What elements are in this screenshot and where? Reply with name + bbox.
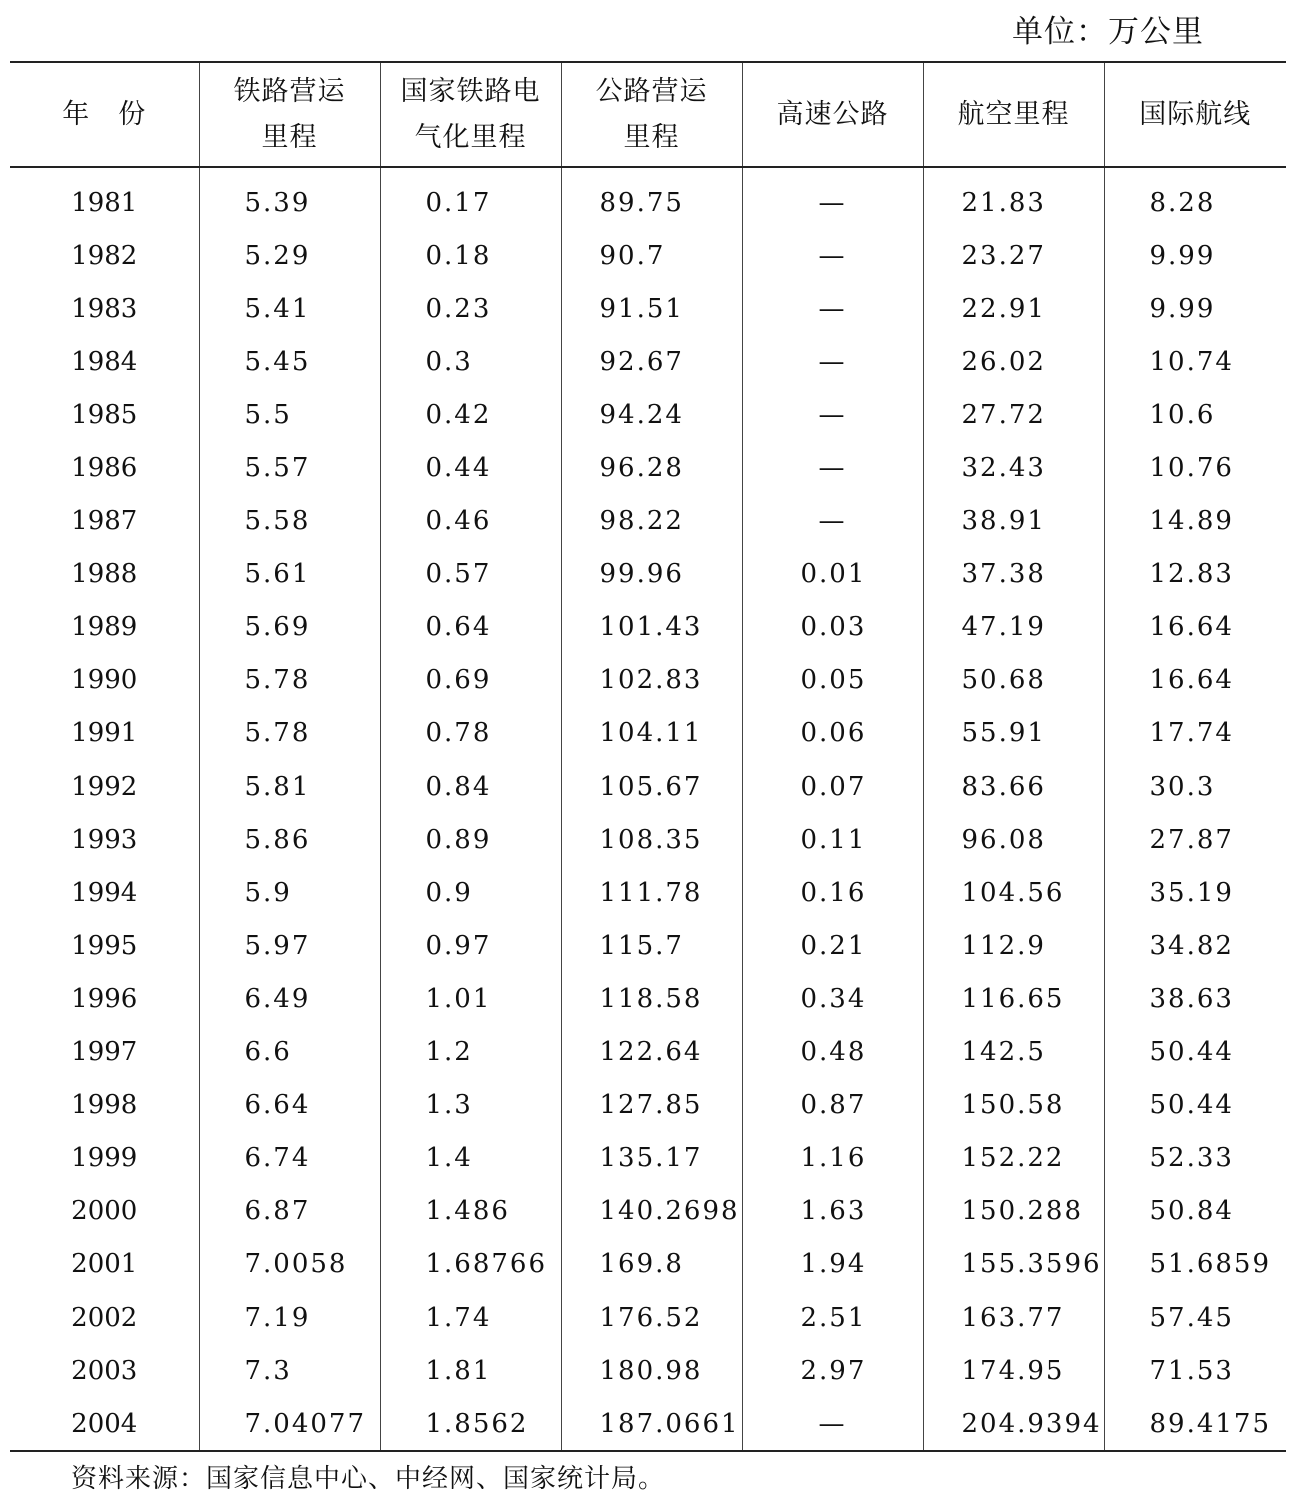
value-cell: 89.75 <box>561 167 742 229</box>
year-cell: 1982 <box>71 240 138 271</box>
value-cell: 5.9 <box>199 866 380 919</box>
column-header <box>742 62 923 167</box>
value-cell: 108.35 <box>561 813 742 866</box>
value-cell: 0.78 <box>380 707 561 760</box>
value-cell: 98.22 <box>561 495 742 548</box>
table-row <box>10 495 1286 548</box>
value-cell: 9.99 <box>1104 282 1286 335</box>
value-cell: — <box>742 388 923 441</box>
value-cell: 0.34 <box>742 972 923 1025</box>
value-cell: 0.84 <box>380 760 561 813</box>
value-cell: 0.16 <box>742 866 923 919</box>
value-cell: 92.67 <box>561 335 742 388</box>
value-cell: 1.81 <box>380 1344 561 1397</box>
value-cell: 35.19 <box>1104 866 1286 919</box>
column-header-line1: 航空里程 <box>957 98 1070 130</box>
value-cell: — <box>742 335 923 388</box>
value-cell: 22.91 <box>923 282 1104 335</box>
value-cell: 1.68766 <box>380 1238 561 1291</box>
value-cell: 111.78 <box>561 866 742 919</box>
column-header <box>380 62 561 167</box>
column-header <box>10 62 199 167</box>
column-header-line2: 气化里程 <box>414 121 527 153</box>
value-cell: 152.22 <box>923 1132 1104 1185</box>
value-cell: 6.6 <box>199 1026 380 1079</box>
value-cell: 115.7 <box>561 919 742 972</box>
year-cell: 2001 <box>71 1249 138 1280</box>
value-cell: — <box>742 495 923 548</box>
value-cell: 0.3 <box>380 335 561 388</box>
value-cell: 6.87 <box>199 1185 380 1238</box>
value-cell: 12.83 <box>1104 548 1286 601</box>
table-row <box>10 282 1286 335</box>
value-cell: 0.9 <box>380 866 561 919</box>
year-cell: 2002 <box>71 1302 138 1333</box>
table-body <box>10 167 1286 1451</box>
table-row <box>10 1026 1286 1079</box>
value-cell: 38.91 <box>923 495 1104 548</box>
column-header <box>199 62 380 167</box>
value-cell: 6.49 <box>199 972 380 1025</box>
value-cell: 155.3596 <box>923 1238 1104 1291</box>
value-cell: 150.288 <box>923 1185 1104 1238</box>
value-cell: 0.21 <box>742 919 923 972</box>
table-row <box>10 548 1286 601</box>
value-cell: 180.98 <box>561 1344 742 1397</box>
table-row <box>10 441 1286 494</box>
value-cell: 96.28 <box>561 441 742 494</box>
value-cell: 27.72 <box>923 388 1104 441</box>
value-cell: 169.8 <box>561 1238 742 1291</box>
value-cell: 5.45 <box>199 335 380 388</box>
value-cell: 99.96 <box>561 548 742 601</box>
value-cell: 38.63 <box>1104 972 1286 1025</box>
value-cell: 50.44 <box>1104 1026 1286 1079</box>
year-cell: 1995 <box>71 930 138 961</box>
value-cell: 32.43 <box>923 441 1104 494</box>
value-cell: 0.87 <box>742 1079 923 1132</box>
table-header-row <box>10 62 1286 167</box>
value-cell: 21.83 <box>923 167 1104 229</box>
column-header-line1: 铁路营运 <box>233 75 346 107</box>
table-row <box>10 1132 1286 1185</box>
column-header-line1: 国家铁路电 <box>400 75 541 107</box>
value-cell: 112.9 <box>923 919 1104 972</box>
value-cell: 47.19 <box>923 601 1104 654</box>
value-cell: 0.97 <box>380 919 561 972</box>
value-cell: 2.97 <box>742 1344 923 1397</box>
value-cell: 5.78 <box>199 654 380 707</box>
value-cell: 96.08 <box>923 813 1104 866</box>
value-cell: 5.86 <box>199 813 380 866</box>
value-cell: 7.3 <box>199 1344 380 1397</box>
value-cell: 0.57 <box>380 548 561 601</box>
value-cell: 5.78 <box>199 707 380 760</box>
value-cell: 104.11 <box>561 707 742 760</box>
value-cell: 7.19 <box>199 1291 380 1344</box>
value-cell: 26.02 <box>923 335 1104 388</box>
value-cell: — <box>742 282 923 335</box>
value-cell: — <box>742 167 923 229</box>
value-cell: 8.28 <box>1104 167 1286 229</box>
value-cell: 50.44 <box>1104 1079 1286 1132</box>
value-cell: 1.2 <box>380 1026 561 1079</box>
value-cell: 16.64 <box>1104 601 1286 654</box>
value-cell: 30.3 <box>1104 760 1286 813</box>
table-row <box>10 654 1286 707</box>
value-cell: 140.2698 <box>561 1185 742 1238</box>
value-cell: 163.77 <box>923 1291 1104 1344</box>
value-cell: 142.5 <box>923 1026 1104 1079</box>
value-cell: 0.42 <box>380 388 561 441</box>
value-cell: 102.83 <box>561 654 742 707</box>
table-row <box>10 1238 1286 1291</box>
value-cell: 6.74 <box>199 1132 380 1185</box>
year-cell: 1989 <box>71 612 138 643</box>
value-cell: 5.39 <box>199 167 380 229</box>
value-cell: 50.84 <box>1104 1185 1286 1238</box>
value-cell: 135.17 <box>561 1132 742 1185</box>
value-cell: 150.58 <box>923 1079 1104 1132</box>
value-cell: 7.0058 <box>199 1238 380 1291</box>
value-cell: 0.69 <box>380 654 561 707</box>
value-cell: 10.76 <box>1104 441 1286 494</box>
value-cell: 1.16 <box>742 1132 923 1185</box>
value-cell: — <box>742 1397 923 1451</box>
value-cell: 5.61 <box>199 548 380 601</box>
column-header <box>923 62 1104 167</box>
unit-label: 单位：万公里 <box>1012 14 1204 50</box>
value-cell: 52.33 <box>1104 1132 1286 1185</box>
table-row <box>10 388 1286 441</box>
value-cell: 17.74 <box>1104 707 1286 760</box>
value-cell: 127.85 <box>561 1079 742 1132</box>
value-cell: 104.56 <box>923 866 1104 919</box>
year-cell: 2004 <box>71 1408 138 1439</box>
value-cell: 5.5 <box>199 388 380 441</box>
value-cell: 83.66 <box>923 760 1104 813</box>
year-cell: 2000 <box>71 1196 138 1227</box>
value-cell: 1.74 <box>380 1291 561 1344</box>
table-row <box>10 972 1286 1025</box>
year-cell: 1999 <box>71 1143 138 1174</box>
value-cell: 5.81 <box>199 760 380 813</box>
year-cell: 1986 <box>71 453 138 484</box>
value-cell: 14.89 <box>1104 495 1286 548</box>
value-cell: 10.6 <box>1104 388 1286 441</box>
table-row <box>10 1079 1286 1132</box>
year-cell: 1997 <box>71 1037 138 1068</box>
value-cell: 204.9394 <box>923 1397 1104 1451</box>
value-cell: 122.64 <box>561 1026 742 1079</box>
value-cell: 1.3 <box>380 1079 561 1132</box>
value-cell: 1.4 <box>380 1132 561 1185</box>
table-row <box>10 707 1286 760</box>
value-cell: 57.45 <box>1104 1291 1286 1344</box>
year-cell: 1992 <box>71 771 138 802</box>
value-cell: 1.01 <box>380 972 561 1025</box>
value-cell: 10.74 <box>1104 335 1286 388</box>
value-cell: 0.17 <box>380 167 561 229</box>
value-cell: 118.58 <box>561 972 742 1025</box>
value-cell: — <box>742 229 923 282</box>
value-cell: 71.53 <box>1104 1344 1286 1397</box>
column-header-line1: 高速公路 <box>776 98 889 130</box>
value-cell: 1.486 <box>380 1185 561 1238</box>
table-row <box>10 1291 1286 1344</box>
value-cell: 0.44 <box>380 441 561 494</box>
value-cell: 55.91 <box>923 707 1104 760</box>
value-cell: 0.11 <box>742 813 923 866</box>
value-cell: 34.82 <box>1104 919 1286 972</box>
value-cell: 5.69 <box>199 601 380 654</box>
table-row <box>10 1185 1286 1238</box>
value-cell: 2.51 <box>742 1291 923 1344</box>
table-row <box>10 601 1286 654</box>
year-cell: 1994 <box>71 877 138 908</box>
value-cell: 0.03 <box>742 601 923 654</box>
value-cell: 0.46 <box>380 495 561 548</box>
year-cell: 2003 <box>71 1355 138 1386</box>
value-cell: 0.89 <box>380 813 561 866</box>
table-row <box>10 167 1286 229</box>
value-cell: 176.52 <box>561 1291 742 1344</box>
table-row <box>10 760 1286 813</box>
value-cell: 90.7 <box>561 229 742 282</box>
year-cell: 1996 <box>71 983 138 1014</box>
value-cell: 51.6859 <box>1104 1238 1286 1291</box>
year-cell: 1985 <box>71 399 138 430</box>
table-row <box>10 335 1286 388</box>
value-cell: 6.64 <box>199 1079 380 1132</box>
value-cell: 0.01 <box>742 548 923 601</box>
source-note: 资料来源：国家信息中心、中经网、国家统计局。 <box>71 1464 666 1494</box>
value-cell: 174.95 <box>923 1344 1104 1397</box>
year-cell: 1984 <box>71 346 138 377</box>
value-cell: — <box>742 441 923 494</box>
value-cell: 9.99 <box>1104 229 1286 282</box>
value-cell: 5.58 <box>199 495 380 548</box>
value-cell: 89.4175 <box>1104 1397 1286 1451</box>
year-cell: 1987 <box>71 506 138 537</box>
value-cell: 0.18 <box>380 229 561 282</box>
value-cell: 37.38 <box>923 548 1104 601</box>
value-cell: 0.64 <box>380 601 561 654</box>
column-header <box>561 62 742 167</box>
value-cell: 1.8562 <box>380 1397 561 1451</box>
column-header-line2: 里程 <box>623 121 680 153</box>
table-row <box>10 813 1286 866</box>
year-cell: 1991 <box>71 718 138 749</box>
value-cell: 0.48 <box>742 1026 923 1079</box>
year-cell: 1983 <box>71 293 138 324</box>
table-row <box>10 919 1286 972</box>
value-cell: 0.06 <box>742 707 923 760</box>
column-header-line2: 里程 <box>261 121 318 153</box>
table-row <box>10 229 1286 282</box>
value-cell: 94.24 <box>561 388 742 441</box>
value-cell: 16.64 <box>1104 654 1286 707</box>
value-cell: 7.04077 <box>199 1397 380 1451</box>
year-cell: 1981 <box>71 187 138 218</box>
value-cell: 101.43 <box>561 601 742 654</box>
value-cell: 1.94 <box>742 1238 923 1291</box>
value-cell: 5.97 <box>199 919 380 972</box>
value-cell: 0.05 <box>742 654 923 707</box>
transport-mileage-table <box>10 61 1286 1452</box>
year-cell: 1993 <box>71 824 138 855</box>
year-cell: 1988 <box>71 559 138 590</box>
year-cell: 1990 <box>71 665 138 696</box>
year-cell: 1998 <box>71 1090 138 1121</box>
column-header-line1: 公路营运 <box>595 75 708 107</box>
value-cell: 0.23 <box>380 282 561 335</box>
value-cell: 105.67 <box>561 760 742 813</box>
value-cell: 187.0661 <box>561 1397 742 1451</box>
table-row <box>10 1397 1286 1451</box>
value-cell: 91.51 <box>561 282 742 335</box>
value-cell: 5.41 <box>199 282 380 335</box>
value-cell: 5.29 <box>199 229 380 282</box>
column-header-line1: 年 份 <box>62 98 147 130</box>
value-cell: 116.65 <box>923 972 1104 1025</box>
value-cell: 50.68 <box>923 654 1104 707</box>
value-cell: 27.87 <box>1104 813 1286 866</box>
table-row <box>10 1344 1286 1397</box>
value-cell: 23.27 <box>923 229 1104 282</box>
value-cell: 5.57 <box>199 441 380 494</box>
table-row <box>10 866 1286 919</box>
value-cell: 0.07 <box>742 760 923 813</box>
column-header-line1: 国际航线 <box>1139 98 1252 130</box>
column-header <box>1104 62 1286 167</box>
value-cell: 1.63 <box>742 1185 923 1238</box>
